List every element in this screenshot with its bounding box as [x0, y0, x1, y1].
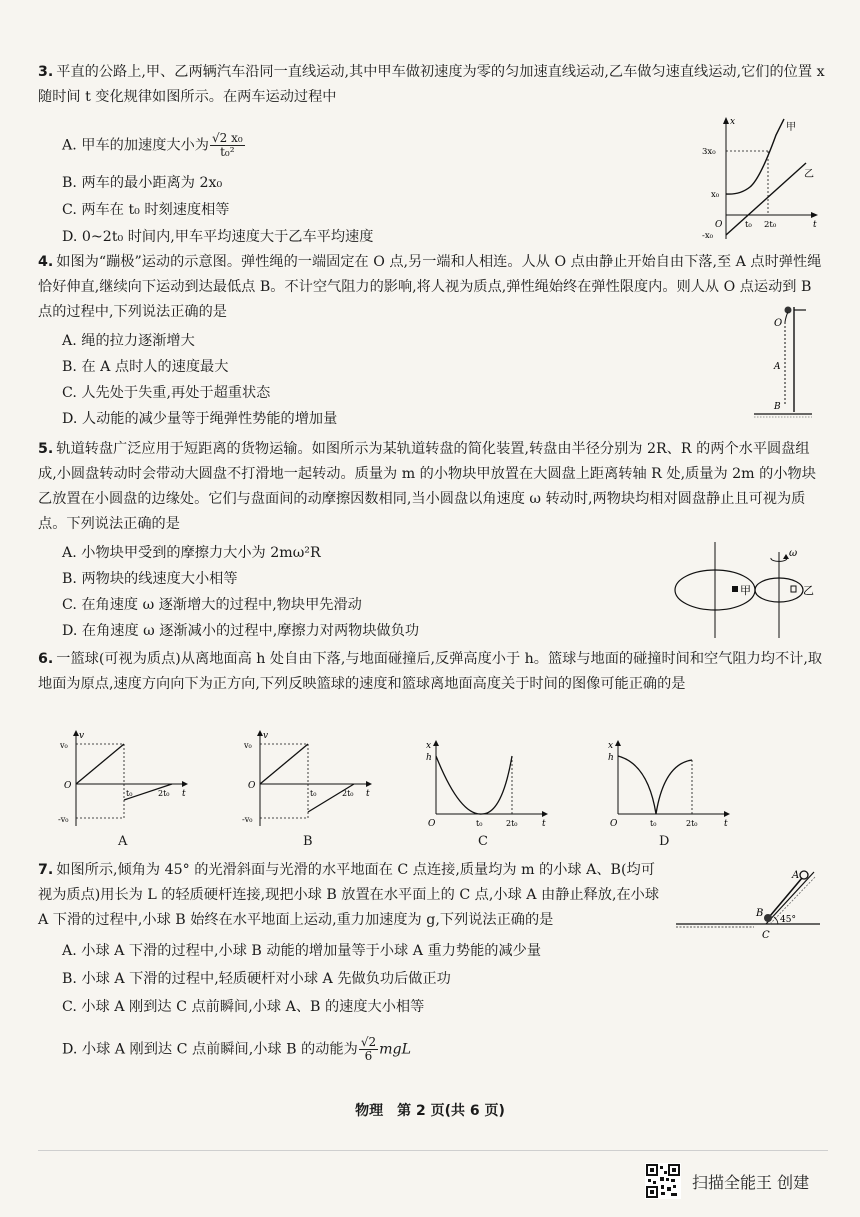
q6b-minus-v0: -v₀ — [242, 815, 253, 824]
q7-ball-a — [800, 871, 808, 879]
q3-label-jia: 甲 — [786, 122, 796, 133]
q7-option-d-fraction: $\frac{√2}{6}$ — [360, 1035, 377, 1063]
q4-option-c[interactable]: C. 人先处于失重,再处于超重状态 — [62, 385, 271, 401]
q3-option-b[interactable]: B. 两车的最小距离为 2x₀ — [62, 175, 223, 191]
question-4 — [38, 250, 828, 325]
q3-tick-3x0: 3x₀ — [702, 147, 716, 157]
question-6 — [38, 647, 828, 697]
q6c-y-label: x — [426, 741, 432, 751]
q7-rod — [770, 878, 802, 916]
q7-option-d[interactable]: D. 小球 A 刚到达 C 点前瞬间,小球 B 的动能为 $\frac{√2}{6}$ mgL — [62, 1035, 412, 1063]
q4-point-b: B — [774, 402, 781, 412]
q6-graph-d — [604, 738, 734, 830]
q7-option-b[interactable]: B. 小球 A 下滑的过程中,轻质硬杆对小球 A 先做负功后做正功 — [62, 971, 451, 987]
question-3 — [38, 60, 828, 110]
q6d-t0: t₀ — [650, 819, 657, 828]
q6d-h: h — [608, 753, 614, 763]
q6b-t-label: t — [366, 789, 370, 799]
q6a-origin: O — [64, 781, 72, 791]
q6-caption-d[interactable]: D — [659, 834, 670, 849]
q5-label-yi: 乙 — [803, 584, 814, 597]
q5-omega-label: ω — [789, 548, 798, 559]
q6d-y-label: x — [608, 741, 614, 751]
q6-graph-a — [58, 728, 192, 828]
q7-label-b: B — [756, 908, 764, 919]
q6b-line-1 — [260, 744, 308, 784]
q3-option-a[interactable]: A. 甲车的加速度大小为 $\frac{\text{√2 x₀}}{\text{t₀²}}$ — [62, 131, 243, 159]
page-footer: 物理 第 2 页(共 6 页) — [355, 1103, 505, 1119]
q6-caption-b[interactable]: B — [303, 834, 313, 849]
q3-curve-jia — [726, 119, 784, 194]
question-6-stem: 6. 一篮球(可视为质点)从离地面高 h 处自由下落,与地面碰撞后,反弹高度小于 h。篮球与地面的碰撞时间和空气阻力均不计,取地面为原点,速度方向向下为正方向,下列反映篮球的速度和篮球离地面高度关于时间的图像可能正确的是 — [38, 651, 823, 692]
q3-label-yi: 乙 — [804, 169, 814, 180]
q4-bungee-figure — [752, 302, 814, 422]
q6d-curve — [618, 756, 692, 814]
q6c-2t0: 2t₀ — [506, 819, 518, 828]
q7-option-c[interactable]: C. 小球 A 刚到达 C 点前瞬间,小球 A、B 的速度大小相等 — [62, 999, 425, 1015]
q6c-t0: t₀ — [476, 819, 483, 828]
q3-x-axis-arrow — [811, 212, 818, 218]
q5-option-b[interactable]: B. 两物块的线速度大小相等 — [62, 571, 238, 587]
q6d-x-arrow — [724, 811, 730, 817]
q5-turntable-figure — [670, 540, 830, 640]
q4-option-d[interactable]: D. 人动能的减少量等于绳弹性势能的增加量 — [62, 411, 338, 427]
q6c-y-arrow — [433, 740, 439, 746]
q7-option-a[interactable]: A. 小球 A 下滑的过程中,小球 B 动能的增加量等于小球 A 重力势能的减少量 — [62, 943, 542, 959]
q7-ball-b — [764, 914, 772, 922]
q3-x-axis-label: t — [813, 220, 817, 230]
q4-point-a: A — [774, 362, 781, 372]
q6a-x-arrow — [182, 781, 188, 787]
q4-option-b[interactable]: B. 在 A 点时人的速度最大 — [62, 359, 229, 375]
scanner-brand-text: 扫描全能王 创建 — [692, 1173, 810, 1192]
question-7 — [38, 858, 663, 933]
question-4-stem: 4. 如图为“蹦极”运动的示意图。弹性绳的一端固定在 O 点,另一端和人相连。人从 O 点由静止开始自由下落,至 A 点时弹性绳恰好伸直,继续向下运动到达最低点 B。不计空气阻力的影响,将人视为质点,弹性绳始终在弹性限度内。则人从 O 点运动到 B 点的过程中,下列说法正确的是 — [38, 254, 822, 320]
q6c-h: h — [426, 753, 432, 763]
q5-option-c[interactable]: C. 在角速度 ω 逐渐增大的过程中,物块甲先滑动 — [62, 597, 362, 613]
question-7-stem: 7. 如图所示,倾角为 45° 的光滑斜面与光滑的水平地面在 C 点连接,质量均为 m 的小球 A、B(均可视为质点)用长为 L 的轻质硬杆连接,现把小球 B 放置在水平面上的 C 点,小球 A 由静止释放,在小球 A 下滑的过程中,小球 B 始终在水平地面上运动,重力加速度为 g,下列说法正确的是 — [38, 862, 660, 928]
q3-tick-2t0: 2t₀ — [764, 220, 777, 230]
q5-option-d[interactable]: D. 在角速度 ω 逐渐减小的过程中,摩擦力对两物块做负功 — [62, 623, 420, 639]
question-5-stem: 5. 轨道转盘广泛应用于短距离的货物运输。如图所示为某轨道转盘的简化装置,转盘由半径分别为 2R、R 的两个水平圆盘组成,小圆盘转动时会带动大圆盘不打滑地一起转动。质量为 m 的小物块甲放置在大圆盘上距离转轴 R 处,质量为 2m 的小物块乙放置在小圆盘的边缘处。它们与盘面间的动摩擦因数相同,当小圆盘以角速度 ω 转动时,两物块均相对圆盘静止且可视为质点。下列说法正确的是 — [38, 441, 816, 532]
q3-y-axis-arrow — [723, 117, 729, 124]
q6c-curve — [436, 756, 512, 814]
question-3-stem: 3. 平直的公路上,甲、乙两辆汽车沿同一直线运动,其中甲车做初速度为零的匀加速直线运动,乙车做匀速直线运动,它们的位置 x 随时间 t 变化规律如图所示。在两车运动过程中 — [38, 64, 825, 105]
q7-label-a: A — [792, 870, 800, 881]
q6a-t0: t₀ — [126, 789, 133, 798]
question-5 — [38, 437, 828, 537]
q6-graph-b — [242, 728, 376, 828]
q6b-2t0: 2t₀ — [342, 789, 354, 798]
q6a-2t0: 2t₀ — [158, 789, 170, 798]
q7-incline-figure — [674, 860, 824, 946]
q6-graph-c — [422, 738, 552, 830]
q6d-origin: O — [610, 819, 618, 829]
q6c-x-arrow — [542, 811, 548, 817]
q3-origin-label: O — [715, 220, 723, 230]
q3-option-a-fraction: $\frac{\text{√2 x₀}}{\text{t₀²}}$ — [211, 131, 243, 159]
q3-tick-t0: t₀ — [745, 220, 752, 230]
q6-caption-c[interactable]: C — [478, 834, 488, 849]
q4-cord — [785, 312, 788, 322]
q3-tick-minus-x0: -x₀ — [702, 231, 714, 241]
q3-tick-x0: x₀ — [711, 190, 720, 200]
footer-divider — [38, 1150, 828, 1151]
q5-option-a[interactable]: A. 小物块甲受到的摩擦力大小为 2mω²R — [62, 545, 321, 561]
q3-position-time-graph — [700, 115, 820, 245]
q6a-y-label: v — [79, 731, 85, 741]
q3-option-d[interactable]: D. 0~2t₀ 时间内,甲车平均速度大于乙车平均速度 — [62, 229, 374, 245]
q6a-t-label: t — [182, 789, 186, 799]
q6b-origin: O — [248, 781, 256, 791]
q5-block-jia — [732, 586, 738, 592]
q6-caption-a[interactable]: A — [118, 834, 128, 849]
q6d-y-arrow — [615, 740, 621, 746]
q6d-2t0: 2t₀ — [686, 819, 698, 828]
q3-option-c[interactable]: C. 两车在 t₀ 时刻速度相等 — [62, 202, 230, 218]
qr-code-icon — [645, 1163, 681, 1199]
q6a-v0: v₀ — [60, 741, 68, 750]
q6c-origin: O — [428, 819, 436, 829]
q4-point-o: O — [774, 318, 783, 329]
q7-label-c: C — [762, 930, 770, 941]
q6d-t-label: t — [724, 819, 728, 829]
q6b-x-arrow — [366, 781, 372, 787]
q6b-t0: t₀ — [310, 789, 317, 798]
q5-block-yi — [791, 586, 796, 592]
q6b-y-label: v — [263, 731, 269, 741]
q4-option-a[interactable]: A. 绳的拉力逐渐增大 — [62, 333, 195, 349]
q7-angle-label: 45° — [780, 915, 796, 925]
q6c-t-label: t — [542, 819, 546, 829]
q3-y-axis-label: x — [730, 117, 736, 127]
q6b-v0: v₀ — [244, 741, 252, 750]
q6a-line-1 — [76, 744, 124, 784]
q5-label-jia: 甲 — [740, 584, 751, 597]
q6a-minus-v0: -v₀ — [58, 815, 69, 824]
